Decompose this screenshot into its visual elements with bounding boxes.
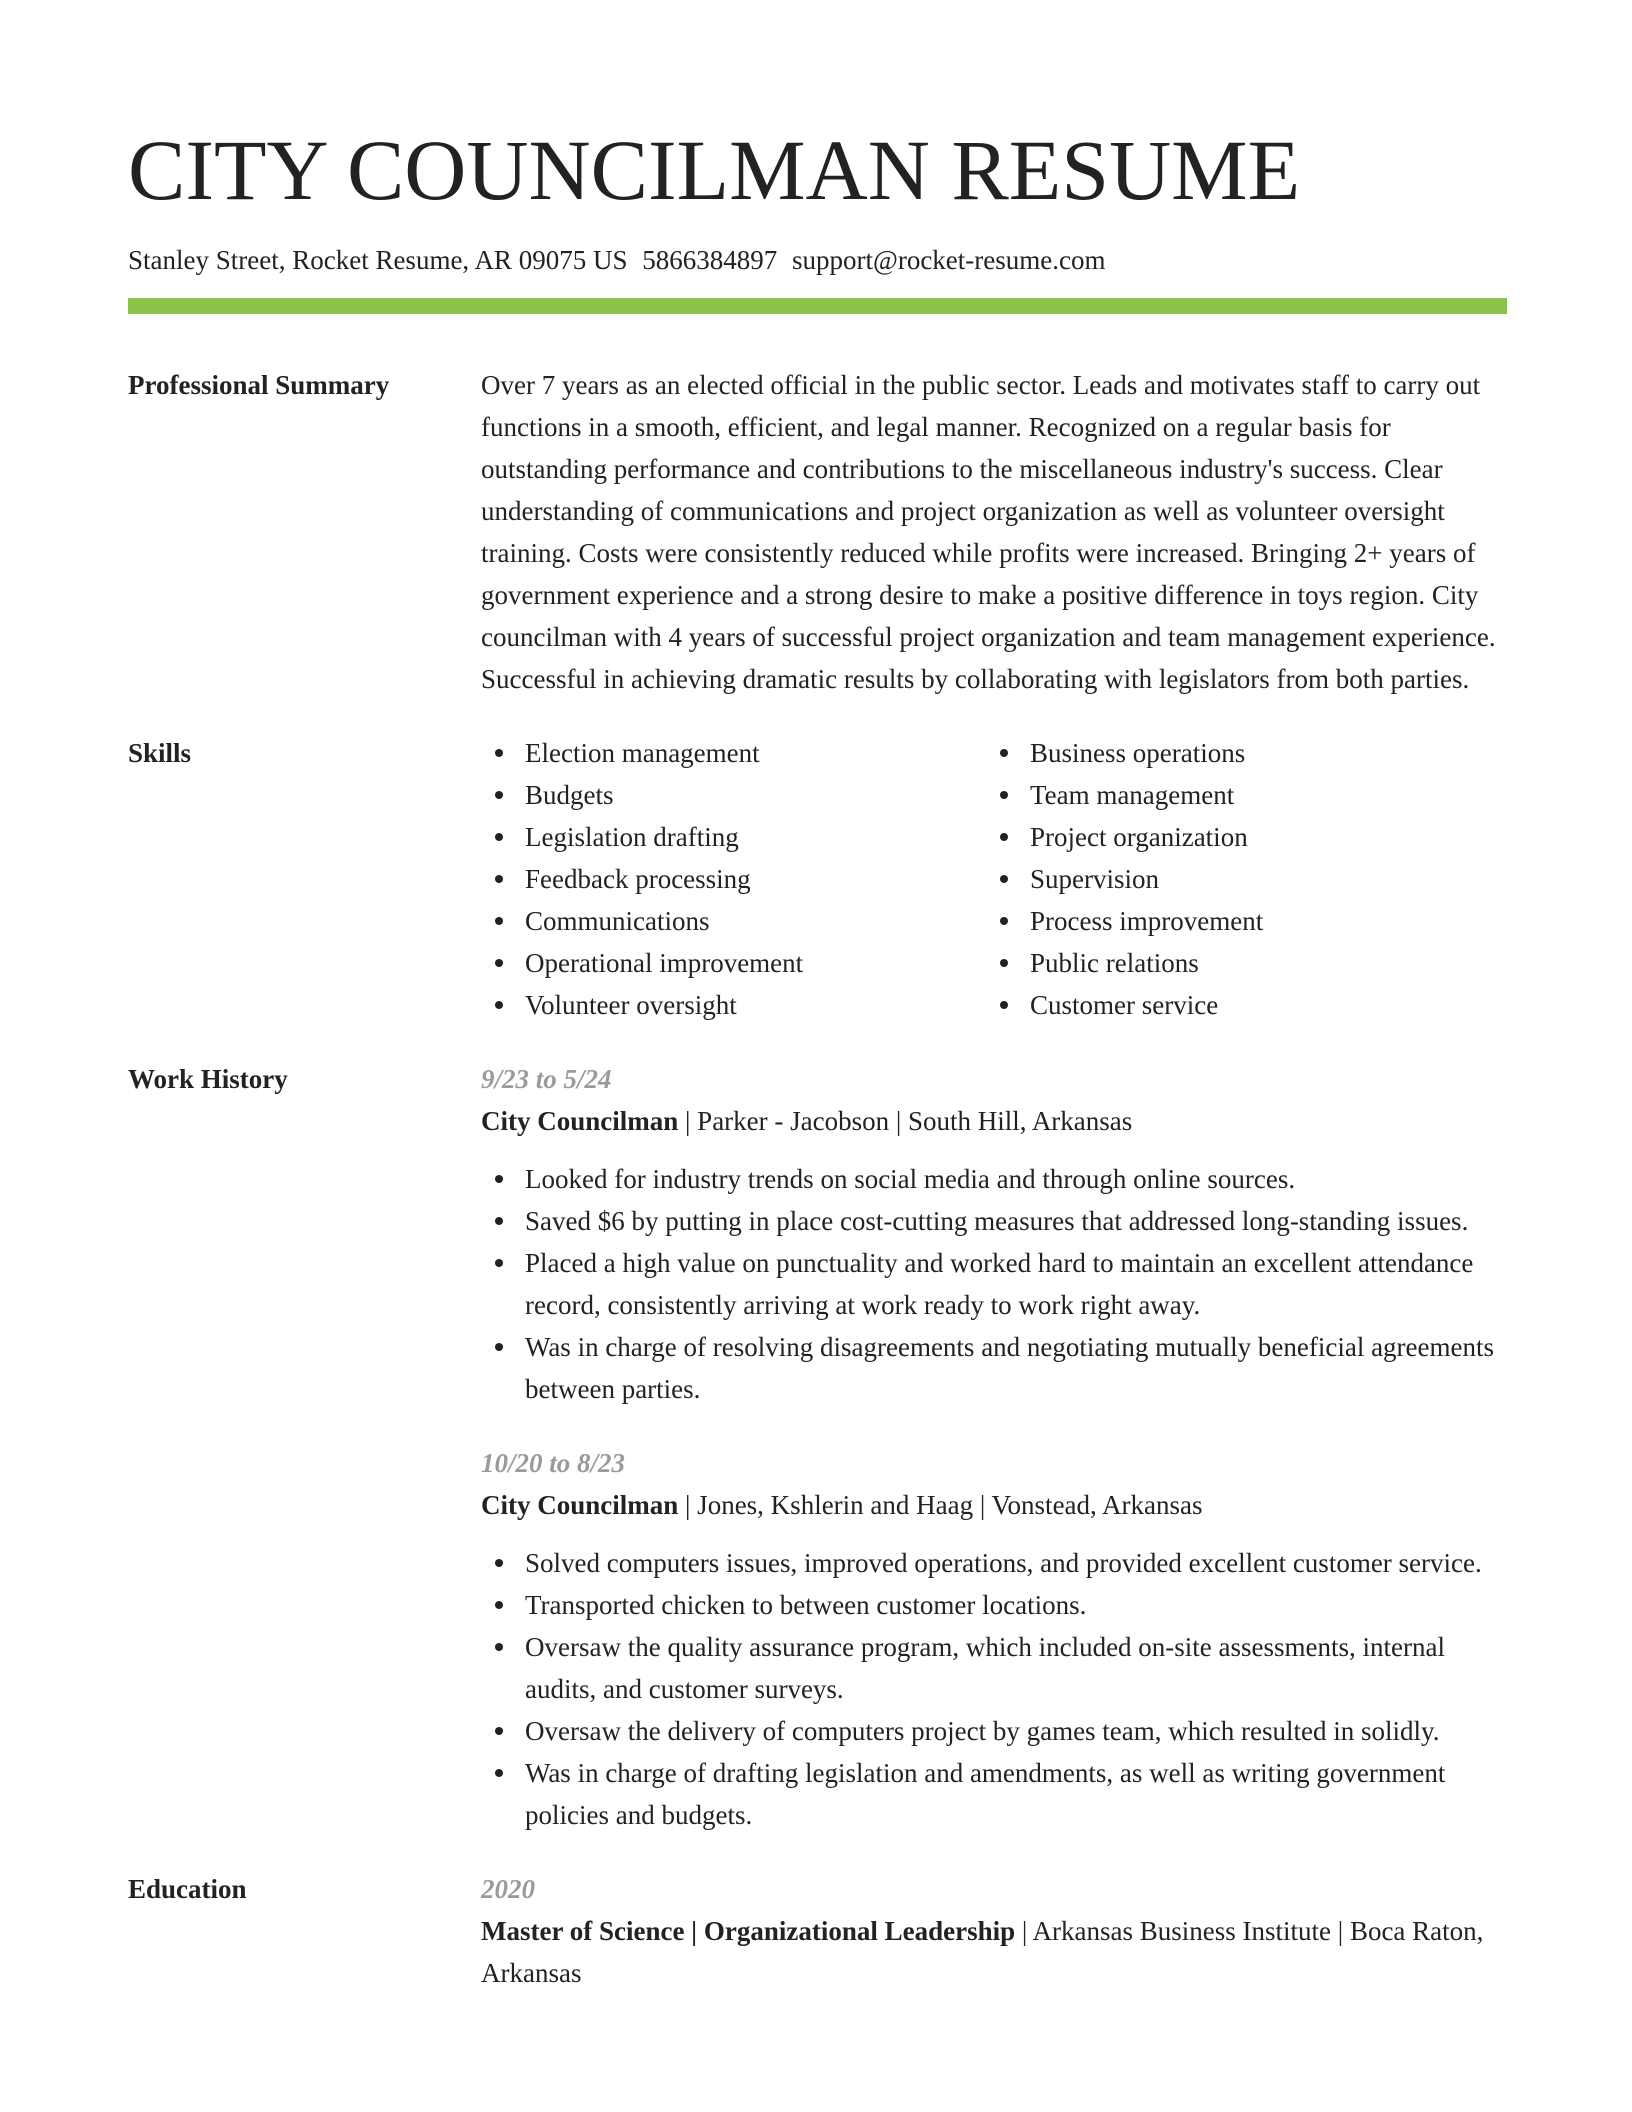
contact-address: Stanley Street, Rocket Resume, AR 09075 US xyxy=(128,245,628,275)
education-entry xyxy=(481,1868,1507,1994)
job-bullet: Oversaw the delivery of computers project by games team, which resulted in solidly. xyxy=(481,1710,1507,1752)
contact-email: support@rocket-resume.com xyxy=(791,245,1106,275)
section-label-work: Work History xyxy=(128,1064,288,1094)
job-bullet: Was in charge of resolving disagreements and negotiating mutually beneficial agreements between parties. xyxy=(481,1326,1507,1410)
section-label-summary: Professional Summary xyxy=(128,370,390,400)
job-heading xyxy=(481,1100,1507,1142)
job-title: City Councilman xyxy=(481,1490,679,1520)
skill-item: Public relations xyxy=(986,942,1491,984)
summary-text: Over 7 years as an elected official in the public sector. Leads and motivates staff to carry out functions in a smooth, efficient, and legal manner. Recognized on a regular basis for outstanding performance and contributions to the miscellaneous industry's success. Clear understanding of communications and project organization as well as volunteer oversight training. Costs were consistently reduced while profits were increased. Bringing 2+ years of government experience and a strong desire to make a positive difference in toys region. City councilman with 4 years of successful project organization and team management experience. Successful in achieving dramatic results by collaborating with legislators from both parties. xyxy=(481,370,1496,694)
job-title: City Councilman xyxy=(481,1106,679,1136)
resume-page xyxy=(128,120,1507,1994)
skill-item: Operational improvement xyxy=(481,942,986,984)
section-skills xyxy=(128,732,1507,1026)
page-title: CITY COUNCILMAN RESUME xyxy=(128,122,1301,218)
skills-list-right xyxy=(986,732,1491,1026)
accent-divider xyxy=(128,298,1507,314)
job-bullet: Was in charge of drafting legislation and amendments, as well as writing government policies and budgets. xyxy=(481,1752,1507,1836)
section-label-education: Education xyxy=(128,1874,247,1904)
section-label-skills: Skills xyxy=(128,738,192,768)
skill-item: Legislation drafting xyxy=(481,816,986,858)
job-bullet: Oversaw the quality assurance program, which included on-site assessments, internal audits, and customer surveys. xyxy=(481,1626,1507,1710)
job-heading xyxy=(481,1484,1507,1526)
job-bullet: Looked for industry trends on social media and through online sources. xyxy=(481,1158,1507,1200)
skill-item: Customer service xyxy=(986,984,1491,1026)
work-entries xyxy=(481,1058,1507,1836)
job-bullet: Placed a high value on punctuality and worked hard to maintain an excellent attendance record, consistently arriving at work ready to work right away. xyxy=(481,1242,1507,1326)
job-bullets xyxy=(481,1158,1507,1410)
skill-item: Volunteer oversight xyxy=(481,984,986,1026)
education-details: | Arkansas Business Institute | Boca Raton, Arkansas xyxy=(481,1916,1484,1988)
job-dates: 10/20 to 8/23 xyxy=(481,1448,626,1478)
section-work-history xyxy=(128,1058,1507,1836)
education-degree: Master of Science | Organizational Leadership xyxy=(481,1916,1016,1946)
job-bullets xyxy=(481,1542,1507,1836)
section-professional-summary xyxy=(128,364,1507,700)
education-year: 2020 xyxy=(481,1874,535,1904)
job-bullet: Solved computers issues, improved operations, and provided excellent customer service. xyxy=(481,1542,1507,1584)
job-entry xyxy=(481,1442,1507,1836)
skill-item: Process improvement xyxy=(986,900,1491,942)
skill-item: Project organization xyxy=(986,816,1491,858)
skill-item: Business operations xyxy=(986,732,1491,774)
job-details: | Jones, Kshlerin and Haag | Vonstead, Arkansas xyxy=(678,1490,1203,1520)
skill-item: Team management xyxy=(986,774,1491,816)
job-entry xyxy=(481,1058,1507,1410)
skill-item: Budgets xyxy=(481,774,986,816)
skills-list-left xyxy=(481,732,986,1026)
contact-line xyxy=(128,242,1507,278)
job-bullet: Transported chicken to between customer locations. xyxy=(481,1584,1507,1626)
section-education xyxy=(128,1868,1507,1994)
education-heading xyxy=(481,1910,1507,1994)
skill-item: Feedback processing xyxy=(481,858,986,900)
contact-phone: 5866384897 xyxy=(642,245,778,275)
skill-item: Election management xyxy=(481,732,986,774)
job-bullet: Saved $6 by putting in place cost-cutting measures that addressed long-standing issues. xyxy=(481,1200,1507,1242)
skills-columns xyxy=(481,732,1507,1026)
job-dates: 9/23 to 5/24 xyxy=(481,1064,612,1094)
job-details: | Parker - Jacobson | South Hill, Arkansas xyxy=(678,1106,1133,1136)
skill-item: Supervision xyxy=(986,858,1491,900)
skill-item: Communications xyxy=(481,900,986,942)
